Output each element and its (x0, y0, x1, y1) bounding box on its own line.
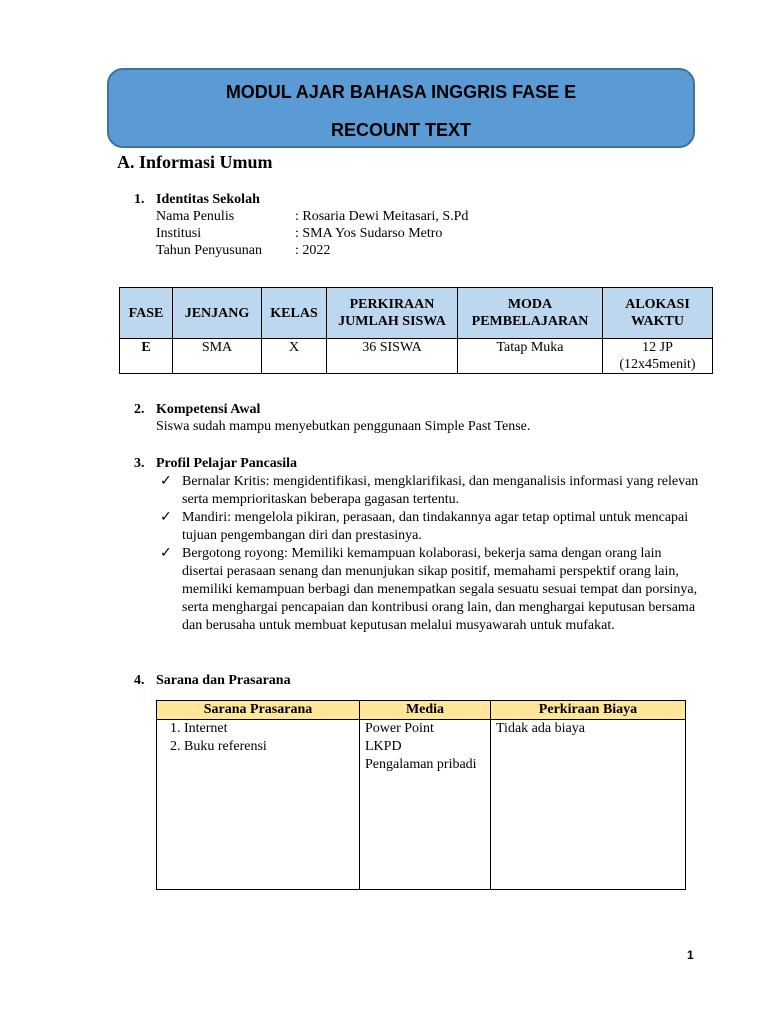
kompetensi-heading: Kompetensi Awal (156, 402, 261, 417)
media-cell (360, 720, 491, 890)
table-header: Media (360, 701, 491, 720)
table-cell: SMA (173, 339, 262, 374)
biaya-cell: Tidak ada biaya (491, 720, 686, 890)
sarana-heading: Sarana dan Prasarana (156, 673, 291, 688)
title-line-2: RECOUNT TEXT (330, 120, 471, 140)
sarana-table (156, 700, 686, 890)
item-number: 4. (134, 673, 145, 688)
class-info-table (119, 287, 713, 374)
media-item: LKPD (365, 739, 402, 754)
info-label: Institusi (156, 226, 202, 241)
table-cell: 36 SISWA (327, 339, 458, 374)
table-cell: 12 JP (12x45menit) (603, 339, 713, 374)
list-item: 2. Buku referensi (184, 738, 354, 756)
info-value: : Rosaria Dewi Meitasari, S.Pd (295, 209, 469, 224)
list-item-text: Bernalar Kritis: mengidentifikasi, mengklarifikasi, dan menganalisis informasi yang relevan serta memprioritaskan beberapa gagasan tertentu. (182, 474, 699, 507)
item-number: 2. (134, 402, 145, 417)
kompetensi-text: Siswa sudah mampu menyebutkan penggunaan Simple Past Tense. (156, 419, 531, 434)
table-header: JENJANG (173, 288, 262, 339)
table-cell: E (120, 339, 173, 374)
title-line-1: MODUL AJAR BAHASA INGGRIS FASE E (225, 82, 577, 102)
item-number: 1. (134, 192, 145, 207)
prasarana-list (162, 720, 354, 756)
title-banner (107, 68, 695, 148)
item-number: 3. (134, 456, 145, 471)
page-number: 1 (687, 948, 694, 962)
check-icon: ✓ (160, 546, 172, 561)
table-header: Sarana Prasarana (157, 701, 360, 720)
table-header: FASE (120, 288, 173, 339)
info-value: : 2022 (295, 243, 331, 258)
table-header: PERKIRAAN JUMLAH SISWA (327, 288, 458, 339)
list-item (160, 545, 700, 635)
media-item: Power Point (365, 721, 434, 736)
table-header: Perkiraan Biaya (491, 701, 686, 720)
list-item-text: Mandiri: mengelola pikiran, perasaan, dan tindakannya agar tetap optimal untuk mencapai tujuan pengembangan diri dan prestasinya. (182, 510, 689, 543)
list-item (160, 473, 700, 509)
table-header: ALOKASI WAKTU (603, 288, 713, 339)
prasarana-cell (157, 720, 360, 890)
profil-heading: Profil Pelajar Pancasila (156, 456, 298, 471)
identitas-heading: Identitas Sekolah (156, 192, 260, 207)
info-value: : SMA Yos Sudarso Metro (295, 226, 443, 241)
list-item-text: Bergotong royong: Memiliki kemampuan kolaborasi, bekerja sama dengan orang lain disertai perasaan senang dan menunjukan sikap positif, memahami perspektif orang lain, memiliki kemampuan berbagi dan menempatkan segala sesuatu sesuai tempat dan porsinya, serta menghargai pencapaian dan kontribusi orang lain, dan menghargai keputusan bersama dan berusaha untuk membuat keputusan melalui musyawarah untuk mufakat. (182, 546, 698, 633)
profil-list (160, 473, 700, 635)
info-label: Tahun Penyusunan (156, 243, 262, 258)
media-item: Pengalaman pribadi (365, 757, 477, 772)
table-cell: Tatap Muka (458, 339, 603, 374)
section-heading: A. Informasi Umum (117, 152, 273, 172)
list-item: 1. Internet (184, 720, 354, 738)
table-header: MODA PEMBELAJARAN (458, 288, 603, 339)
info-label: Nama Penulis (156, 209, 235, 224)
table-header: KELAS (262, 288, 327, 339)
check-icon: ✓ (160, 474, 172, 489)
check-icon: ✓ (160, 510, 172, 525)
table-cell: X (262, 339, 327, 374)
list-item (160, 509, 700, 545)
